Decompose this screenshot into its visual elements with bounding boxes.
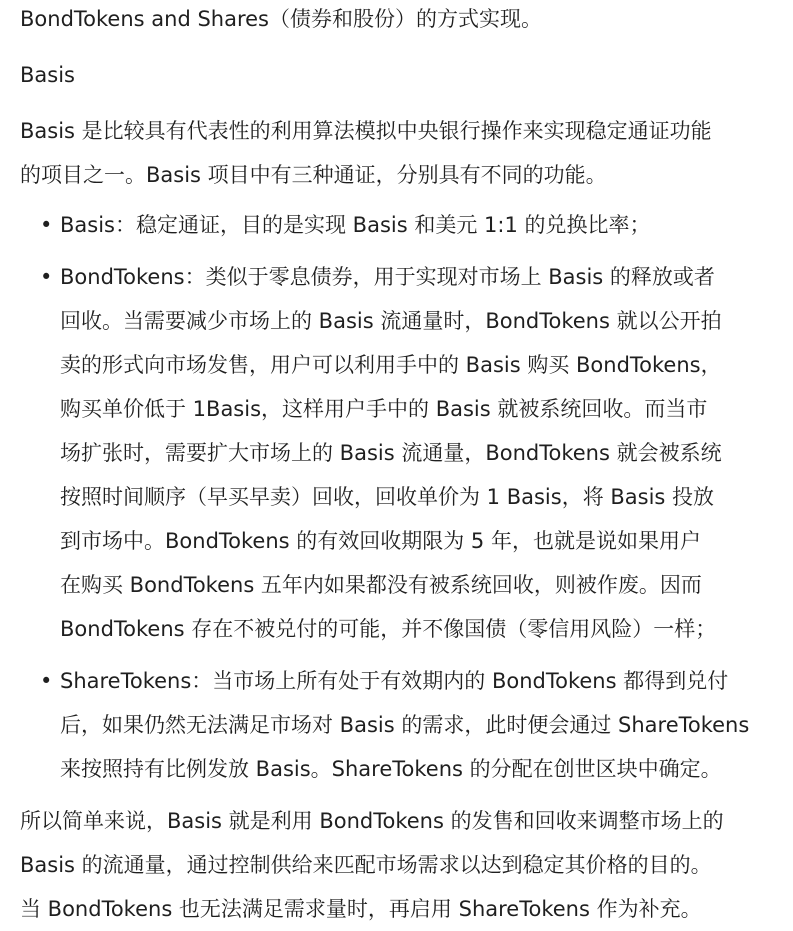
summary-line: 当 BondTokens 也无法满足需求量时，再启用 ShareTokens 作为补充。 <box>20 897 702 921</box>
list-item-line: 回收。当需要减少市场上的 Basis 流通量时，BondTokens 就以公开拍 <box>60 309 722 333</box>
heading-text: Basis <box>20 63 75 87</box>
body-line: 的项目之一。Basis 项目中有三种通证，分别具有不同的功能。 <box>20 163 607 187</box>
list-item-line: 在购买 BondTokens 五年内如果都没有被系统回收，则被作废。因而 <box>60 573 702 597</box>
summary-line: 所以简单来说，Basis 就是利用 BondTokens 的发售和回收来调整市场上的 <box>20 809 724 833</box>
list-item-line: 按照时间顺序（早买早卖）回收，回收单价为 1 Basis，将 Basis 投放 <box>60 485 715 509</box>
body-paragraph <box>20 109 785 197</box>
list-item-line: 来按照持有比例发放 Basis。ShareTokens 的分配在创世区块中确定。 <box>60 757 722 781</box>
list-item-bondtokens <box>20 255 785 651</box>
list-item-basis <box>20 203 785 247</box>
list-item-line: Basis：稳定通证，目的是实现 Basis 和美元 1:1 的兑换比率； <box>60 213 651 237</box>
list-item-sharetokens <box>20 659 785 791</box>
token-list <box>20 203 785 791</box>
list-item-line: BondTokens：类似于零息债券，用于实现对市场上 Basis 的释放或者 <box>60 265 715 289</box>
list-item-line: 到市场中。BondTokens 的有效回收期限为 5 年，也就是说如果用户 <box>60 529 701 553</box>
bullet-icon: • <box>40 265 53 289</box>
bullet-icon: • <box>40 669 53 693</box>
list-item-line: 后，如果仍然无法满足市场对 Basis 的需求，此时便会通过 ShareTokens <box>60 713 750 737</box>
list-item-line: 卖的形式向市场发售，用户可以利用手中的 Basis 购买 BondTokens， <box>60 353 722 377</box>
summary-paragraph <box>20 799 785 931</box>
document-page <box>20 0 785 931</box>
summary-line: Basis 的流通量，通过控制供给来匹配市场需求以达到稳定其价格的目的。 <box>20 853 712 877</box>
list-item-line: 购买单价低于 1Basis，这样用户手中的 Basis 就被系统回收。而当市 <box>60 397 708 421</box>
intro-paragraph <box>20 0 785 41</box>
section-heading <box>20 53 785 97</box>
body-line: Basis 是比较具有代表性的利用算法模拟中央银行操作来实现稳定通证功能 <box>20 119 712 143</box>
list-item-line: BondTokens 存在不被兑付的可能，并不像国债（零信用风险）一样； <box>60 617 717 641</box>
intro-line: BondTokens and Shares（债券和股份）的方式实现。 <box>20 7 542 31</box>
list-item-line: ShareTokens：当市场上所有处于有效期内的 BondTokens 都得到兑付 <box>60 669 729 693</box>
bullet-icon: • <box>40 213 53 237</box>
list-item-line: 场扩张时，需要扩大市场上的 Basis 流通量，BondTokens 就会被系统 <box>60 441 722 465</box>
